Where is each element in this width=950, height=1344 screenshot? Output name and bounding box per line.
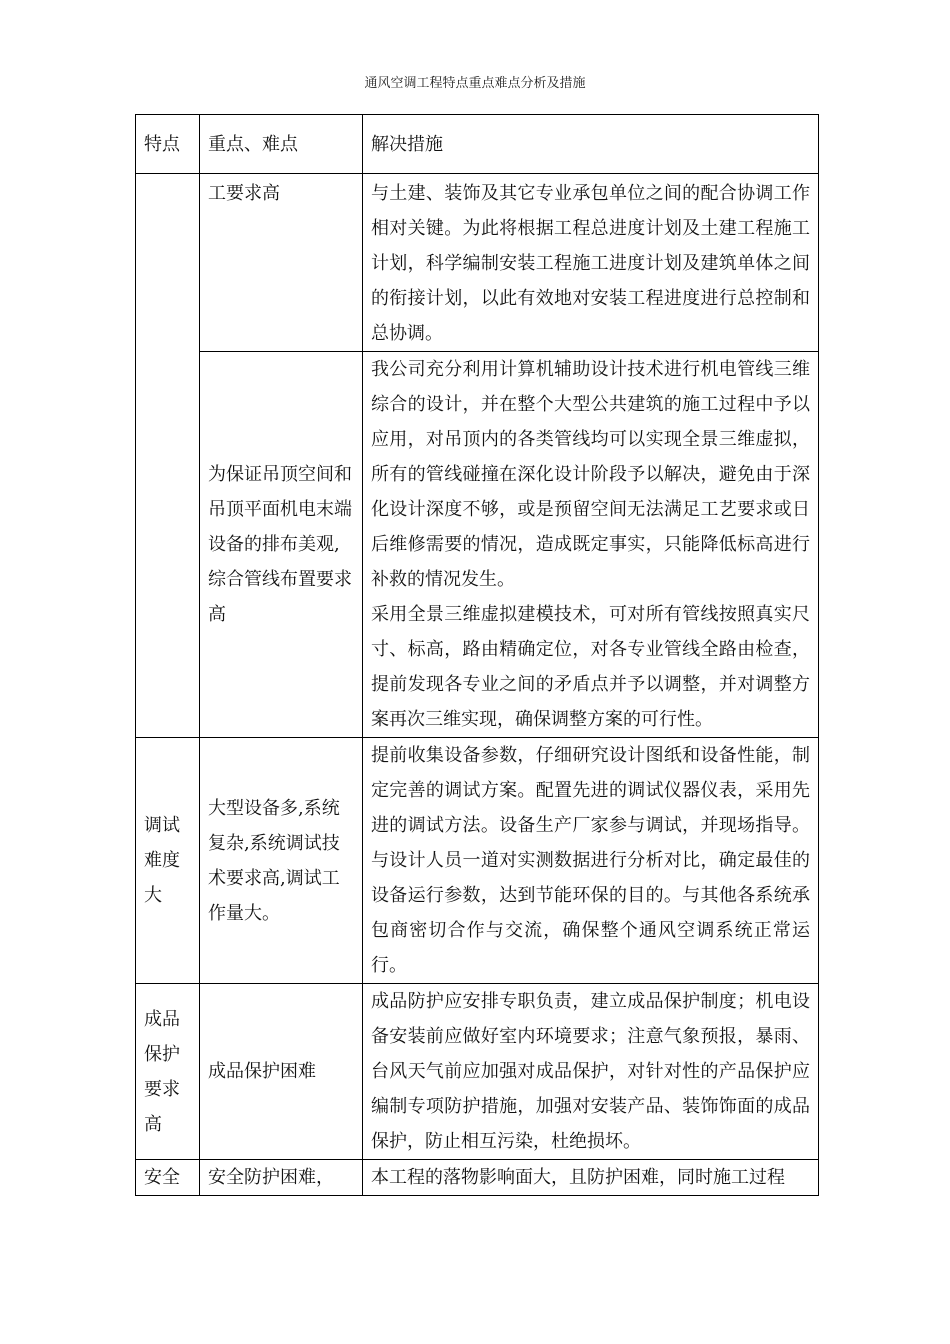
feature-cell: 成品保护要求高 <box>136 984 200 1160</box>
measures-paragraph: 提前收集设备参数，仔细研究设计图纸和设备性能，制定完善的调试方案。配置先进的调试仪器仪表，采用先进的调试方法。设备生产厂家参与调试，并现场指导。与设计人员一道对实测数据进行分析对比，确定最佳的设备运行参数，达到节能环保的目的。与其他各系统承包商密切合作与交流，确保整个通风空调系统正常运行。 <box>371 745 810 976</box>
difficulty-cell: 成品保护困难 <box>200 984 363 1160</box>
measures-paragraph: 成品防护应安排专职负责，建立成品保护制度；机电设备安装前应做好室内环境要求；注意气象预报，暴雨、台风天气前应加强对成品保护，对针对性的产品保护应编制专项防护措施，加强对安装产品、装饰饰面的成品保护，防止相互污染，杜绝损坏。 <box>371 991 810 1152</box>
table-header-row <box>136 115 819 174</box>
measures-paragraph: 本工程的落物影响面大，且防护困难，同时施工过程 <box>371 1167 785 1188</box>
measures-cell <box>363 738 819 984</box>
measures-paragraph: 与土建、装饰及其它专业承包单位之间的配合协调工作相对关键。为此将根据工程总进度计划及土建工程施工计划，科学编制安装工程施工进度计划及建筑单体之间的衔接计划，以此有效地对安装工程进度进行总控制和总协调。 <box>371 183 810 344</box>
measures-paragraph: 我公司充分利用计算机辅助设计技术进行机电管线三维综合的设计，并在整个大型公共建筑的施工过程中予以应用，对吊顶内的各类管线均可以实现全景三维虚拟，所有的管线碰撞在深化设计阶段予以解决，避免由于深化设计深度不够，或是预留空间无法满足工艺要求或日后维修需要的情况，造成既定事实，只能降低标高进行补救的情况发生。 <box>371 359 810 590</box>
measures-cell <box>363 984 819 1160</box>
difficulty-cell: 大型设备多,系统复杂,系统调试技术要求高,调试工作量大。 <box>200 738 363 984</box>
measures-cell <box>363 174 819 352</box>
table-row <box>136 738 819 984</box>
column-header-feature: 特点 <box>136 115 200 174</box>
column-header-measures: 解决措施 <box>363 115 819 174</box>
page-header-title: 通风空调工程特点重点难点分析及措施 <box>364 76 586 91</box>
analysis-table <box>135 114 819 1196</box>
table-row <box>136 352 819 738</box>
table-row <box>136 984 819 1160</box>
table-row <box>136 1160 819 1196</box>
feature-cell: 安全 <box>136 1160 200 1196</box>
measures-cell <box>363 1160 819 1196</box>
column-header-difficulty: 重点、难点 <box>200 115 363 174</box>
difficulty-cell: 为保证吊顶空间和吊顶平面机电末端设备的排布美观,综合管线布置要求高 <box>200 352 363 738</box>
difficulty-cell: 安全防护困难， <box>200 1160 363 1196</box>
table-row <box>136 174 819 352</box>
feature-cell <box>136 174 200 738</box>
measures-paragraph: 采用全景三维虚拟建模技术，可对所有管线按照真实尺寸、标高，路由精确定位，对各专业管线全路由检查，提前发现各专业之间的矛盾点并予以调整，并对调整方案再次三维实现，确保调整方案的可行性。 <box>371 604 810 730</box>
feature-cell: 调试难度大 <box>136 738 200 984</box>
difficulty-cell: 工要求高 <box>200 174 363 352</box>
measures-cell <box>363 352 819 738</box>
